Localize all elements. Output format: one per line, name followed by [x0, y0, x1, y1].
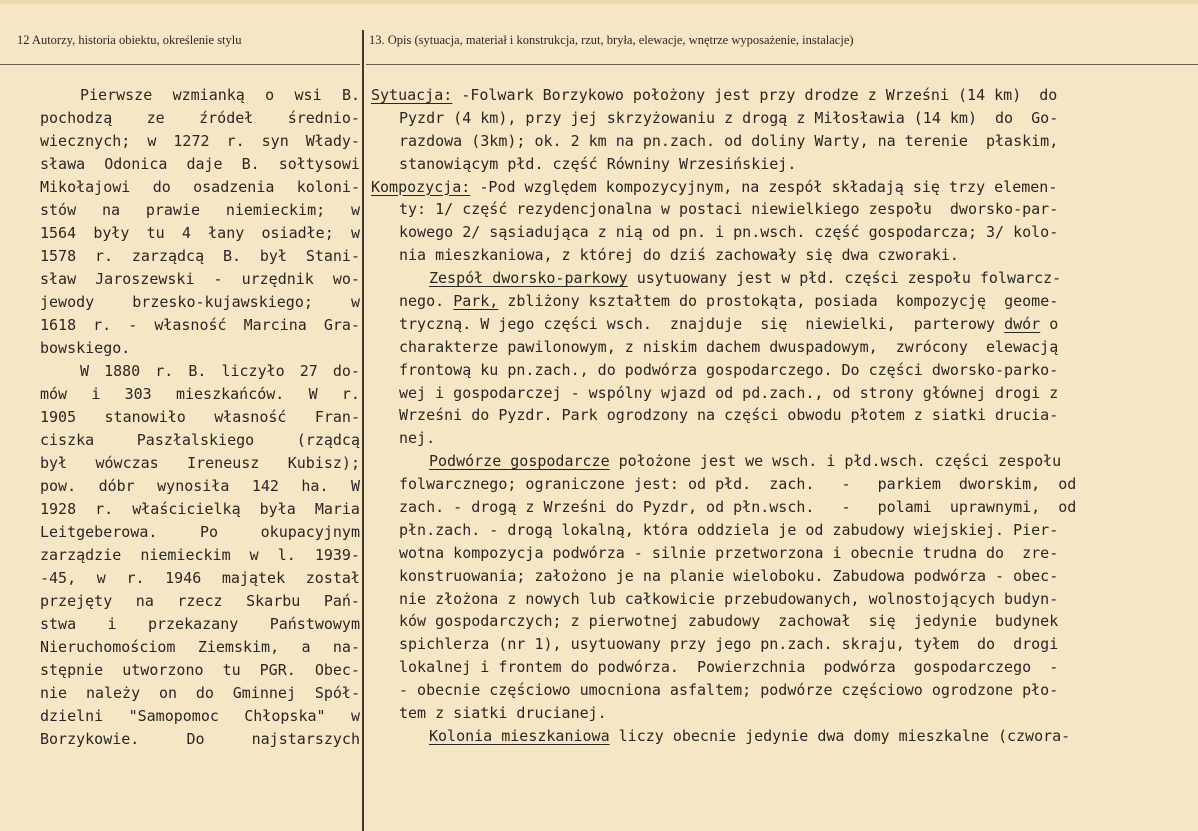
word: Leitgeberowa.	[40, 523, 158, 541]
text-run: ków gospodarczych; z pierwotnej zabudowy zachował się jedynie budynek	[399, 612, 1059, 631]
underlined-heading: Sytuacja:	[371, 86, 453, 104]
word: prawie	[145, 201, 200, 219]
word: na	[135, 592, 154, 610]
word: majątek	[221, 569, 286, 587]
word: w	[350, 224, 360, 242]
description-text-line	[371, 496, 1141, 519]
history-text-line	[40, 245, 360, 268]
history-text-line	[40, 406, 360, 429]
text-run: -Folwark Borzykowo położony jest przy drodze z Wrześni (14 km) do	[452, 86, 1058, 104]
word: osiadłe;	[261, 224, 334, 242]
history-column	[40, 84, 360, 751]
description-text-line	[371, 221, 1141, 244]
word: B.	[341, 86, 360, 104]
text-run: zach. - drogą z Wrześni do Pyzdr, od płn.wsch. - polami uprawnymi, od	[399, 498, 1077, 517]
word: Spół-	[314, 684, 360, 702]
history-text-line	[40, 130, 360, 153]
text-run: lokalnej i frontem do podwórza. Powierzchnia podwórza gospodarczego -	[399, 658, 1059, 677]
history-text-line	[40, 176, 360, 199]
word: własność	[214, 408, 287, 426]
text-run: usytuowany jest w płd. części zespołu folwarcz-	[627, 269, 1062, 288]
description-text-line	[371, 702, 1141, 725]
history-text-line	[40, 429, 360, 452]
word: syn	[261, 132, 289, 150]
description-text-line	[371, 290, 1141, 313]
history-text-line	[40, 314, 360, 337]
word: (rządcą	[296, 431, 360, 449]
text-run: płn.zach. - drogą lokalną, która oddziela je od zabudowy wiejskiej. Pier-	[399, 520, 1059, 539]
word: dóbr	[98, 477, 135, 495]
word: przejęty	[40, 592, 113, 610]
text-run: tem z siatki drucianej.	[399, 704, 607, 723]
history-text-line	[40, 705, 360, 728]
word: na	[101, 201, 120, 219]
word: Gra-	[323, 316, 360, 334]
word: Mikołajowi	[40, 178, 131, 196]
column-divider	[362, 30, 364, 831]
word: "Samopomoc	[128, 707, 219, 725]
text-run: razdowa (3km); ok. 2 km na pn.zach. od doliny Warty, na terenie płaskim,	[399, 131, 1059, 150]
word: ha.	[301, 477, 329, 495]
history-text-line	[40, 360, 360, 383]
text-run: liczy obecnie jedynie dwa domy mieszkalne (czwora-	[609, 726, 1071, 745]
word: bowskiego.	[40, 339, 131, 357]
text-run: konstruowania; założono je na planie wieloboku. Zabudowa podwórza - obec-	[399, 566, 1059, 585]
word: stów	[40, 201, 77, 219]
word: 1618	[40, 316, 77, 334]
word: źródeł	[199, 109, 254, 127]
word: niemieckim	[140, 546, 231, 564]
word: 1946	[165, 569, 202, 587]
history-text-line	[40, 544, 360, 567]
word: pochodzą	[40, 109, 113, 127]
word: urzędnik	[241, 270, 314, 288]
word: Chłopska"	[244, 707, 326, 725]
history-text-line	[40, 728, 360, 751]
history-text-line	[40, 659, 360, 682]
description-text-line	[371, 404, 1141, 427]
description-text-line	[371, 473, 1141, 496]
word: Po	[200, 523, 219, 541]
text-run: o	[1040, 314, 1059, 333]
word: brzesko-kujawskiego;	[132, 293, 313, 311]
word: 1939-	[314, 546, 360, 564]
word: r.	[126, 569, 145, 587]
word: Nieruchomościom	[40, 638, 176, 656]
underlined-heading: Kolonia mieszkaniowa	[429, 726, 610, 745]
text-run: nej.	[399, 429, 436, 448]
description-text-line	[371, 427, 1141, 450]
word: przekazany	[147, 615, 239, 633]
word: daje	[186, 155, 223, 173]
description-text-line	[371, 450, 1141, 473]
word: wówczas	[95, 454, 159, 472]
history-text-line	[40, 613, 360, 636]
word: Marcina	[243, 316, 307, 334]
word: 1578	[40, 247, 77, 265]
word: Państwowym	[269, 615, 360, 633]
underlined-heading: dwór	[1004, 314, 1041, 333]
word: jewody	[40, 293, 95, 311]
description-column	[371, 84, 1141, 748]
word: r.	[226, 132, 245, 150]
text-run: -Pod względem kompozycyjnym, na zespół składają się trzy elemen-	[470, 177, 1058, 196]
word: r.	[341, 385, 360, 403]
word: wzmianką	[172, 86, 245, 104]
word: koloni-	[296, 178, 360, 196]
word: Ziemskim,	[197, 638, 280, 656]
word: w	[249, 546, 259, 564]
word: sołtysowi	[278, 155, 360, 173]
word: zarządcą	[131, 247, 205, 265]
text-run: zbliżony kształtem do prostokąta, posiada kompozycję geome-	[498, 292, 1059, 311]
word: 1880	[104, 362, 141, 380]
word: właścicielką	[132, 500, 241, 518]
section-12-header: 12 Autorzy, historia obiektu, określenie stylu	[17, 33, 242, 47]
word: -	[128, 316, 138, 334]
word: najstarszych	[251, 730, 360, 748]
word: średnio-	[287, 109, 360, 127]
word: osadzenia	[193, 178, 275, 196]
word: stępnie	[40, 661, 104, 679]
word: nie	[40, 684, 68, 702]
header-rule-right	[366, 64, 1198, 65]
description-text-line	[371, 565, 1141, 588]
word: Ireneusz	[187, 454, 260, 472]
text-run: stanowiącym płd. część Równiny Wrzesińskiej.	[399, 154, 797, 173]
description-text-line	[371, 610, 1141, 633]
word: 142	[251, 477, 279, 495]
word: W	[308, 385, 318, 403]
history-text-line	[40, 452, 360, 475]
word: l.	[277, 546, 296, 564]
word: Pań-	[323, 592, 360, 610]
history-text-line	[40, 383, 360, 406]
history-text-line	[40, 107, 360, 130]
word: Kubisz);	[287, 454, 360, 472]
text-run: folwarcznego; ograniczone jest: od płd. zach. - parkiem dworskim, od	[399, 475, 1077, 494]
description-text-line	[371, 244, 1141, 267]
word: 1928	[40, 500, 77, 518]
word: Borzykowie.	[40, 730, 140, 748]
word: -	[213, 270, 223, 288]
description-text-line	[371, 725, 1141, 748]
word: stwa	[40, 615, 77, 633]
description-text-line	[371, 267, 1141, 290]
word: były	[93, 224, 130, 242]
text-run: frontową ku pn.zach., do podwórza gospodarczego. Do części dworsko-parko-	[399, 360, 1059, 379]
text-run: ty: 1/ część rezydencjonalna w postaci niewielkiego zespołu dworsko-par-	[399, 200, 1059, 219]
text-run: kowego 2/ sąsiadująca z nią od pn. i pn.wsch. część gospodarcza; 3/ kolo-	[399, 223, 1059, 242]
underlined-heading: Kompozycja:	[371, 177, 471, 196]
text-run: nie złożona z nowych lub całkowicie przebudowanych, wolnostojących budyn-	[399, 589, 1059, 608]
description-text-line	[371, 359, 1141, 382]
word: utworzono	[122, 661, 204, 679]
word: Fran-	[314, 408, 360, 426]
word: o	[265, 86, 275, 104]
word: na-	[332, 638, 360, 656]
word: stanowiło	[104, 408, 186, 426]
word: ze	[146, 109, 165, 127]
description-text-line	[371, 130, 1141, 153]
history-text-line	[40, 268, 360, 291]
history-text-line	[40, 153, 360, 176]
history-text-line	[40, 567, 360, 590]
word: w	[96, 569, 106, 587]
description-text-line	[371, 198, 1141, 221]
description-text-line	[371, 656, 1141, 679]
word: r.	[95, 500, 114, 518]
description-text-line	[371, 633, 1141, 656]
word: należy	[85, 684, 141, 702]
word: a	[301, 638, 311, 656]
word: własność	[154, 316, 227, 334]
description-text-line	[371, 84, 1141, 107]
text-run: tryczną. W jego części wsch. znajduje się niewielki, parterowy	[399, 314, 1005, 333]
text-run: wej i gospodarczej - wspólny wjazd od pd.zach., od strony głównej drogi z	[399, 383, 1059, 402]
word: była	[259, 500, 296, 518]
word: w	[350, 293, 360, 311]
word: 303	[124, 385, 152, 403]
word: PGR.	[259, 661, 296, 679]
word: w	[350, 201, 360, 219]
history-text-line	[40, 199, 360, 222]
word: W	[350, 477, 360, 495]
history-text-line	[40, 521, 360, 544]
history-text-line	[40, 498, 360, 521]
word: był	[40, 454, 68, 472]
history-text-line	[40, 475, 360, 498]
word: Gminnej	[232, 684, 296, 702]
word: łany	[208, 224, 245, 242]
word: sław	[40, 270, 77, 288]
word: Obec-	[314, 661, 360, 679]
word: niemieckim;	[225, 201, 326, 219]
text-run: Pyzdr (4 km), przy jej skrzyżowaniu z drogą z Miłosławia (14 km) do Go-	[399, 108, 1059, 127]
word: w	[147, 132, 157, 150]
word: Stani-	[305, 247, 360, 265]
text-run: spichlerza (nr 1), usytuowany przy jego pn.zach. skraju, tyłem do drogi	[399, 635, 1059, 654]
word: Paszłalskiego	[136, 431, 255, 449]
description-text-line	[371, 176, 1141, 199]
word: zarządzie	[40, 546, 122, 564]
word: mieszkańców.	[175, 385, 285, 403]
word: do	[152, 178, 171, 196]
word: dzielni	[40, 707, 104, 725]
word: do-	[332, 362, 360, 380]
word: B.	[241, 155, 260, 173]
word: był	[259, 247, 287, 265]
word: został	[305, 569, 360, 587]
word: 27	[299, 362, 318, 380]
text-run: położone jest we wsch. i płd.wsch. części zespołu	[609, 452, 1062, 471]
history-text-line	[40, 590, 360, 613]
word: W	[80, 362, 90, 380]
text-run: charakterze pawilonowym, z niskim dachem dwuspadowym, zwrócony elewacją	[399, 337, 1059, 356]
word: Pierwsze	[80, 86, 153, 104]
word: mów	[40, 385, 68, 403]
text-run: nego.	[399, 292, 454, 311]
history-text-line	[40, 84, 360, 107]
text-run: Wrześni do Pyzdr. Park ogrodzony na części obwodu płotem z siatki drucia-	[399, 406, 1059, 425]
underlined-heading: Podwórze gospodarcze	[429, 452, 610, 471]
word: do	[195, 684, 214, 702]
word: B.	[188, 362, 207, 380]
word: r.	[93, 316, 112, 334]
word: Włady-	[305, 132, 360, 150]
word: Skarbu	[246, 592, 301, 610]
word: i	[107, 615, 117, 633]
word: r.	[94, 247, 114, 265]
history-text-line	[40, 291, 360, 314]
word: Do	[186, 730, 205, 748]
description-text-line	[371, 519, 1141, 542]
word: 4	[181, 224, 191, 242]
word: tu	[222, 661, 241, 679]
section-13-header: 13. Opis (sytuacja, materiał i konstrukcja, rzut, bryła, elewacje, wnętrze wyposażenie, instalacje)	[369, 33, 854, 47]
word: Jaroszewski	[95, 270, 195, 288]
description-text-line	[371, 588, 1141, 611]
word: 1564	[40, 224, 77, 242]
description-text-line	[371, 313, 1141, 336]
word: sława	[40, 155, 86, 173]
word: wsi	[294, 86, 322, 104]
word: tu	[146, 224, 165, 242]
word: okupacyjnym	[260, 523, 360, 541]
underlined-heading: Park,	[453, 292, 499, 311]
word: 1905	[40, 408, 77, 426]
description-text-line	[371, 336, 1141, 359]
word: i	[91, 385, 101, 403]
history-text-line	[40, 636, 360, 659]
word: r.	[155, 362, 174, 380]
word: wynosiła	[157, 477, 230, 495]
word: ciszka	[40, 431, 95, 449]
text-run: wotna kompozycja podwórza - silnie przetworzona i obecnie trudna do zre-	[399, 543, 1059, 562]
description-text-line	[371, 153, 1141, 176]
description-text-line	[371, 542, 1141, 565]
description-text-line	[371, 382, 1141, 405]
word: wo-	[332, 270, 360, 288]
word: B.	[222, 247, 242, 265]
page-top-edge	[0, 0, 1198, 4]
history-text-line	[40, 682, 360, 705]
word: wiecznych;	[40, 132, 131, 150]
description-text-line	[371, 107, 1141, 130]
history-text-line	[40, 337, 360, 360]
text-run: nia mieszkaniowa, z której do dziś zachowały się dwa czworaki.	[399, 246, 959, 265]
header-rule-left	[0, 64, 360, 65]
word: w	[350, 707, 360, 725]
word: -45,	[40, 569, 77, 587]
word: rzecz	[177, 592, 223, 610]
text-run: - obecnie częściowo umocniona asfaltem; podwórze częściowo ogrodzone pło-	[399, 681, 1059, 700]
word: Maria	[314, 500, 360, 518]
underlined-heading: Zespół dworsko-parkowy	[429, 269, 628, 288]
word: 1272	[173, 132, 210, 150]
word: on	[158, 684, 178, 702]
word: pow.	[40, 477, 77, 495]
description-text-line	[371, 679, 1141, 702]
history-text-line	[40, 222, 360, 245]
word: Odonica	[104, 155, 168, 173]
word: liczyło	[221, 362, 285, 380]
